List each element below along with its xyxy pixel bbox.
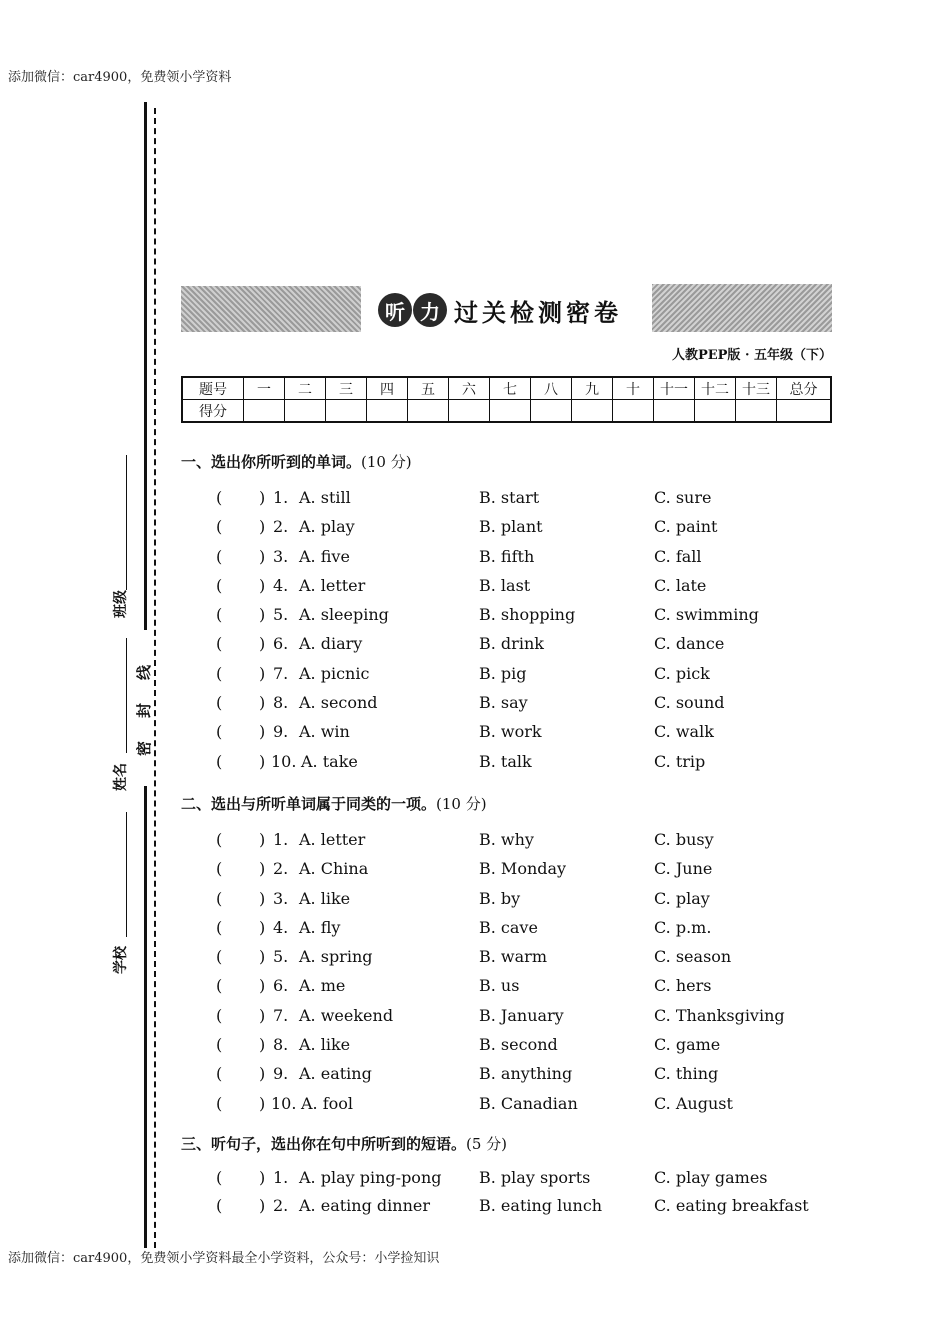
score-input-cell[interactable]	[367, 400, 408, 423]
answer-blank[interactable]: (	[216, 859, 223, 879]
answer-blank[interactable]: (	[216, 1005, 223, 1025]
option-b: B. by	[479, 888, 521, 908]
option-a: A. play ping-pong	[299, 1168, 442, 1187]
section-2	[181, 792, 841, 1119]
question-number: 6.	[273, 634, 289, 654]
question-number: 2.	[273, 1196, 289, 1215]
option-b: B. eating lunch	[479, 1196, 603, 1215]
answer-blank[interactable]: (	[216, 517, 223, 537]
option-a: A. fool	[301, 1093, 354, 1113]
option-c: C. dance	[654, 634, 725, 654]
answer-blank[interactable]: (	[216, 917, 223, 937]
option-b: B. play sports	[479, 1168, 591, 1187]
option-a: A. like	[299, 888, 351, 908]
option-a: A. second	[299, 693, 378, 713]
title-banner-right	[652, 284, 832, 332]
question-number: 5.	[273, 947, 289, 967]
option-b: B. why	[479, 830, 534, 849]
score-input-cell[interactable]	[613, 400, 654, 423]
question-row: ( ) 2. A. eating dinner B. eating lunch C. eating breakfast	[216, 1196, 809, 1215]
option-c: C. play	[654, 888, 710, 908]
question-number: 7.	[273, 1005, 289, 1025]
score-cell-header: 题号	[182, 377, 244, 400]
option-b: B. second	[479, 1035, 558, 1055]
score-input-cell[interactable]	[490, 400, 531, 423]
question-row: ( ) 9. A. win B. work C. walk	[216, 722, 714, 742]
answer-blank[interactable]: (	[216, 888, 223, 908]
question-number: 4.	[273, 575, 289, 595]
question-number: 9.	[273, 722, 289, 742]
score-table	[181, 376, 832, 423]
option-a: A. letter	[299, 830, 366, 849]
page-title	[378, 290, 622, 330]
question-row: ( ) 8. A. second B. say C. sound	[216, 693, 725, 713]
class-label: 班级	[113, 590, 129, 618]
answer-blank[interactable]: (	[216, 575, 223, 595]
section-3-heading	[181, 1132, 841, 1156]
question-number: 10.	[271, 751, 297, 771]
option-b: B. say	[479, 693, 528, 713]
option-a: A. diary	[299, 634, 363, 654]
section-points: (5 分)	[466, 1135, 508, 1153]
score-input-cell[interactable]	[777, 400, 832, 423]
answer-blank[interactable]: (	[216, 722, 223, 742]
question-number: 1.	[273, 488, 289, 507]
option-a: A. play	[299, 517, 355, 537]
answer-blank[interactable]: (	[216, 605, 223, 625]
score-cell-header: 二	[285, 377, 326, 400]
option-c: C. thing	[654, 1064, 719, 1084]
option-b: B. start	[479, 488, 540, 507]
option-b: B. Canadian	[479, 1093, 578, 1113]
question-row: ( ) 9. A. eating B. anything C. thing	[216, 1064, 719, 1084]
option-b: B. cave	[479, 917, 538, 937]
option-b: B. shopping	[479, 605, 576, 625]
name-fill-line-upper	[126, 638, 127, 753]
question-row: ( ) 5. A. spring B. warm C. season	[216, 947, 732, 967]
score-input-cell[interactable]	[531, 400, 572, 423]
option-a: A. me	[299, 976, 346, 996]
score-cell-header: 三	[326, 377, 367, 400]
title-disc-1: 听	[378, 293, 412, 327]
school-label: 学校	[113, 946, 129, 974]
answer-blank[interactable]: (	[216, 693, 223, 713]
question-row: ( ) 3. A. five B. fifth C. fall	[216, 546, 702, 566]
option-c: C. pick	[654, 663, 710, 683]
question-number: 2.	[273, 859, 289, 879]
option-b: B. pig	[479, 663, 527, 683]
seal-char-xian: 线	[135, 664, 154, 681]
question-row: ( ) 3. A. like B. by C. play	[216, 888, 710, 908]
question-number: 2.	[273, 517, 289, 537]
option-b: B. us	[479, 976, 520, 996]
option-a: A. win	[299, 722, 350, 742]
option-c: C. trip	[654, 751, 706, 771]
option-c: C. hers	[654, 976, 712, 996]
option-a: A. five	[299, 546, 350, 566]
question-number: 3.	[273, 888, 289, 908]
option-b: B. anything	[479, 1064, 573, 1084]
option-a: A. picnic	[299, 663, 370, 683]
option-c: C. sure	[654, 488, 712, 507]
option-a: A. like	[299, 1035, 351, 1055]
option-a: A. weekend	[299, 1005, 394, 1025]
option-a: A. eating dinner	[299, 1196, 430, 1215]
answer-blank[interactable]: (	[216, 1093, 223, 1113]
option-c: C. fall	[654, 546, 702, 566]
option-c: C. busy	[654, 830, 714, 849]
section-points: (10 分)	[361, 453, 412, 471]
option-a: A. China	[299, 859, 369, 879]
answer-blank[interactable]: (	[216, 830, 223, 849]
question-number: 4.	[273, 917, 289, 937]
section-heading-text: 三、听句子，选出你在句中所听到的短语。	[181, 1135, 467, 1153]
section-3	[181, 1132, 841, 1220]
name-label: 姓名	[113, 763, 129, 791]
binding-dashed-line	[154, 108, 156, 1248]
binding-line-upper	[144, 102, 147, 630]
option-c: C. walk	[654, 722, 714, 742]
section-heading-text: 二、选出与所听单词属于同类的一项。	[181, 795, 437, 813]
answer-blank[interactable]: (	[216, 1064, 223, 1084]
option-a: A. spring	[299, 947, 373, 967]
score-cell-header: 六	[449, 377, 490, 400]
option-b: B. work	[479, 722, 542, 742]
option-c: C. season	[654, 947, 732, 967]
watermark-bottom: 添加微信：car4900，免费领小学资料最全小学资料，公众号：小学捡知识	[8, 1251, 440, 1266]
option-a: A. sleeping	[299, 605, 389, 625]
score-cell-header: 十	[613, 377, 654, 400]
score-cell-header: 十三	[736, 377, 777, 400]
binding-line-lower	[144, 786, 147, 1248]
answer-blank[interactable]: (	[216, 546, 223, 566]
option-c: C. sound	[654, 693, 725, 713]
answer-blank[interactable]: (	[216, 1035, 223, 1055]
section-1-heading	[181, 450, 841, 474]
option-b: B. Monday	[479, 859, 567, 879]
score-cell-header: 十一	[654, 377, 695, 400]
option-c: C. eating breakfast	[654, 1196, 809, 1215]
score-cell-header: 八	[531, 377, 572, 400]
question-row: ( ) 7. A. picnic B. pig C. pick	[216, 663, 710, 683]
question-row: ( ) 6. A. diary B. drink C. dance	[216, 634, 725, 654]
score-input-cell[interactable]	[326, 400, 367, 423]
score-table-header-row	[182, 377, 831, 400]
score-table-score-row	[182, 400, 831, 423]
question-row: ( ) 5. A. sleeping B. shopping C. swimming	[216, 605, 759, 625]
score-cell-header: 七	[490, 377, 531, 400]
option-a: A. take	[301, 751, 358, 771]
answer-blank[interactable]: (	[216, 976, 223, 996]
option-b: B. January	[479, 1005, 564, 1025]
question-number: 7.	[273, 663, 289, 683]
score-input-cell[interactable]	[244, 400, 285, 423]
question-row: ( ) 4. A. fly B. cave C. p.m.	[216, 917, 712, 937]
score-cell-header: 九	[572, 377, 613, 400]
option-a: A. fly	[299, 917, 341, 937]
option-c: C. June	[654, 859, 713, 879]
score-input-cell[interactable]	[654, 400, 695, 423]
question-row: ( ) 10. A. take B. talk C. trip	[216, 751, 706, 771]
answer-blank[interactable]: (	[216, 947, 223, 967]
answer-blank[interactable]: (	[216, 488, 223, 507]
option-c: C. play games	[654, 1168, 768, 1187]
score-input-cell[interactable]	[285, 400, 326, 423]
question-row: ( ) 1. A. still B. start C. sure	[216, 488, 712, 507]
option-c: C. paint	[654, 517, 718, 537]
seal-char-feng: 封	[135, 702, 154, 719]
question-row: ( ) 1. A. play ping-pong B. play sports C. play games	[216, 1168, 768, 1187]
title-banner-left	[181, 286, 361, 332]
score-cell-header: 十二	[695, 377, 736, 400]
score-input-cell[interactable]	[695, 400, 736, 423]
option-a: A. letter	[299, 575, 366, 595]
score-cell-header: 一	[244, 377, 285, 400]
score-cell-header: 五	[408, 377, 449, 400]
question-number: 9.	[273, 1064, 289, 1084]
score-input-cell[interactable]	[408, 400, 449, 423]
option-a: A. eating	[299, 1064, 372, 1084]
question-number: 5.	[273, 605, 289, 625]
section-1	[181, 450, 841, 777]
option-b: B. talk	[479, 751, 532, 771]
section-heading-text: 一、选出你所听到的单词。	[181, 453, 362, 471]
answer-blank[interactable]: (	[216, 751, 223, 771]
score-cell-header: 四	[367, 377, 408, 400]
seal-char-mi: 密	[135, 740, 154, 757]
option-c: C. Thanksgiving	[654, 1005, 785, 1025]
school-fill-line	[126, 812, 127, 937]
title-disc-2: 力	[413, 293, 447, 327]
option-c: C. p.m.	[654, 917, 712, 937]
option-b: B. drink	[479, 634, 544, 654]
section-2-heading	[181, 792, 841, 816]
question-row: ( ) 4. A. letter B. last C. late	[216, 575, 707, 595]
option-b: B. last	[479, 575, 531, 595]
answer-blank[interactable]: (	[216, 634, 223, 654]
option-c: C. swimming	[654, 605, 759, 625]
option-b: B. plant	[479, 517, 543, 537]
question-number: 3.	[273, 546, 289, 566]
question-row: ( ) 10. A. fool B. Canadian C. August	[216, 1093, 733, 1113]
watermark-top: 添加微信：car4900，免费领小学资料	[8, 70, 232, 85]
question-number: 1.	[273, 830, 289, 849]
question-row: ( ) 8. A. like B. second C. game	[216, 1035, 721, 1055]
option-c: C. game	[654, 1035, 721, 1055]
question-row: ( ) 2. A. China B. Monday C. June	[216, 859, 713, 879]
score-input-cell[interactable]	[449, 400, 490, 423]
question-number: 1.	[273, 1168, 289, 1187]
option-b: B. fifth	[479, 546, 535, 566]
section-points: (10 分)	[436, 795, 487, 813]
option-b: B. warm	[479, 947, 547, 967]
question-row: ( ) 1. A. letter B. why C. busy	[216, 830, 714, 849]
score-input-cell[interactable]	[736, 400, 777, 423]
option-a: A. still	[299, 488, 351, 507]
score-cell-header: 总分	[777, 377, 832, 400]
answer-blank[interactable]: (	[216, 663, 223, 683]
option-c: C. late	[654, 575, 707, 595]
class-fill-line	[126, 455, 127, 590]
title-text: 过关检测密卷	[454, 297, 622, 327]
edition-label: 人教PEP版 · 五年级（下）	[671, 348, 832, 363]
question-row: ( ) 2. A. play B. plant C. paint	[216, 517, 718, 537]
question-number: 8.	[273, 693, 289, 713]
question-row: ( ) 6. A. me B. us C. hers	[216, 976, 712, 996]
question-number: 8.	[273, 1035, 289, 1055]
score-row-label: 得分	[182, 400, 244, 423]
answer-blank[interactable]: (	[216, 1168, 223, 1187]
question-number: 6.	[273, 976, 289, 996]
question-number: 10.	[271, 1093, 297, 1113]
answer-blank[interactable]: (	[216, 1196, 223, 1215]
option-c: C. August	[654, 1093, 733, 1113]
score-input-cell[interactable]	[572, 400, 613, 423]
question-row: ( ) 7. A. weekend B. January C. Thanksgiving	[216, 1005, 785, 1025]
